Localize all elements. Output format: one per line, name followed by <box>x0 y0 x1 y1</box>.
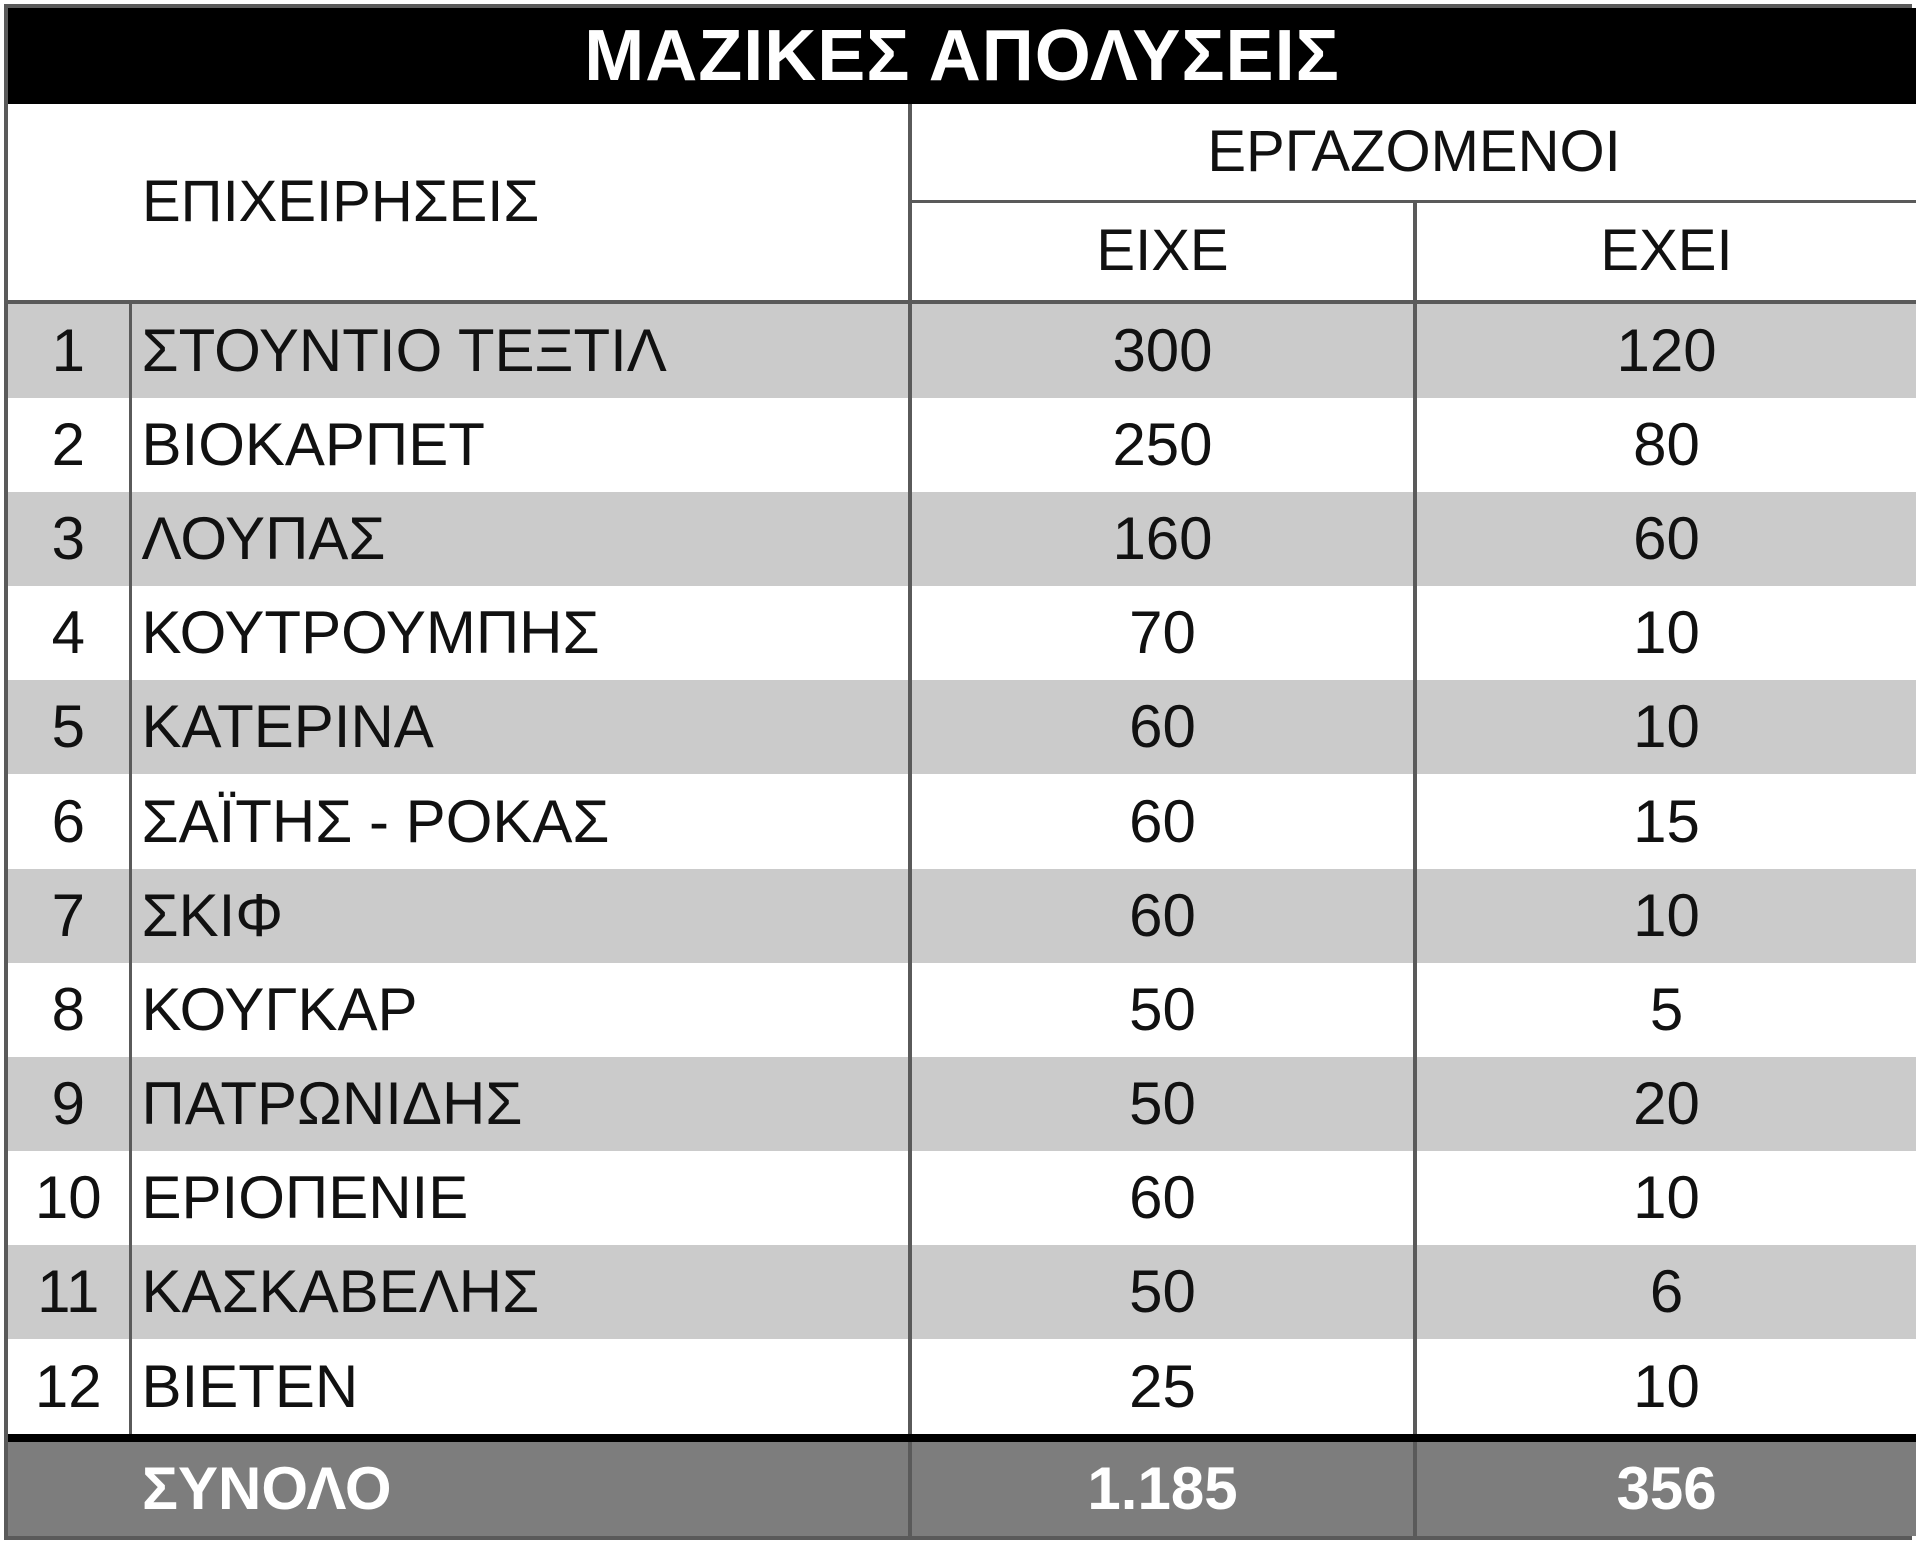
employees-has: 10 <box>1415 680 1916 774</box>
employees-had: 50 <box>910 1245 1415 1339</box>
employees-had: 60 <box>910 774 1415 868</box>
company-name: ΣΑΪΤΗΣ - ΡΟΚΑΣ <box>130 774 910 868</box>
total-has: 356 <box>1415 1438 1916 1536</box>
row-number: 5 <box>8 680 130 774</box>
title-row <box>8 8 1916 104</box>
total-had: 1.185 <box>910 1438 1415 1536</box>
table-row <box>8 1151 1916 1245</box>
table-row <box>8 398 1916 492</box>
row-number: 12 <box>8 1339 130 1437</box>
employees-has: 120 <box>1415 302 1916 398</box>
employees-has: 20 <box>1415 1057 1916 1151</box>
company-name: ΚΟΥΓΚΑΡ <box>130 963 910 1057</box>
table-row <box>8 1057 1916 1151</box>
employees-has: 10 <box>1415 586 1916 680</box>
header-has: ΕΧΕΙ <box>1415 202 1916 302</box>
company-name: ΠΑΤΡΩΝΙΔΗΣ <box>130 1057 910 1151</box>
employees-has: 80 <box>1415 398 1916 492</box>
employees-had: 50 <box>910 1057 1415 1151</box>
employees-had: 70 <box>910 586 1415 680</box>
company-name: ΕΡΙΟΠΕΝΙΕ <box>130 1151 910 1245</box>
header-companies: ΕΠΙΧΕΙΡΗΣΕΙΣ <box>8 104 910 301</box>
row-number: 1 <box>8 302 130 398</box>
employees-had: 60 <box>910 869 1415 963</box>
row-number: 9 <box>8 1057 130 1151</box>
company-name: ΚΑΣΚΑΒΕΛΗΣ <box>130 1245 910 1339</box>
employees-has: 6 <box>1415 1245 1916 1339</box>
company-name: ΣΤΟΥΝΤΙΟ ΤΕΞΤΙΛ <box>130 302 910 398</box>
employees-had: 60 <box>910 680 1415 774</box>
employees-has: 10 <box>1415 1339 1916 1437</box>
header-had: ΕΙΧΕ <box>910 202 1415 302</box>
employees-had: 60 <box>910 1151 1415 1245</box>
employees-has: 5 <box>1415 963 1916 1057</box>
company-name: ΚΟΥΤΡΟΥΜΠΗΣ <box>130 586 910 680</box>
employees-has: 10 <box>1415 869 1916 963</box>
company-name: ΒΙΕΤΕΝ <box>130 1339 910 1437</box>
table-row <box>8 1245 1916 1339</box>
table-row <box>8 963 1916 1057</box>
row-number: 2 <box>8 398 130 492</box>
row-number: 10 <box>8 1151 130 1245</box>
employees-has: 10 <box>1415 1151 1916 1245</box>
layoffs-table-sheet <box>4 4 1912 1540</box>
employees-has: 15 <box>1415 774 1916 868</box>
header-row-top <box>8 104 1916 202</box>
total-label: ΣΥΝΟΛΟ <box>8 1438 910 1536</box>
row-number: 3 <box>8 492 130 586</box>
row-number: 8 <box>8 963 130 1057</box>
table-row <box>8 774 1916 868</box>
header-employees: ΕΡΓΑΖΟΜΕΝΟΙ <box>910 104 1916 202</box>
layoffs-table <box>8 8 1916 1536</box>
row-number: 6 <box>8 774 130 868</box>
company-name: ΣΚΙΦ <box>130 869 910 963</box>
table-row <box>8 869 1916 963</box>
table-row <box>8 492 1916 586</box>
company-name: ΒΙΟΚΑΡΠΕΤ <box>130 398 910 492</box>
employees-has: 60 <box>1415 492 1916 586</box>
table-row <box>8 1339 1916 1437</box>
row-number: 11 <box>8 1245 130 1339</box>
employees-had: 160 <box>910 492 1415 586</box>
company-name: ΛΟΥΠΑΣ <box>130 492 910 586</box>
employees-had: 25 <box>910 1339 1415 1437</box>
employees-had: 250 <box>910 398 1415 492</box>
row-number: 4 <box>8 586 130 680</box>
total-row <box>8 1438 1916 1536</box>
company-name: ΚΑΤΕΡΙΝΑ <box>130 680 910 774</box>
row-number: 7 <box>8 869 130 963</box>
table-row <box>8 586 1916 680</box>
employees-had: 300 <box>910 302 1415 398</box>
employees-had: 50 <box>910 963 1415 1057</box>
table-row <box>8 302 1916 398</box>
table-row <box>8 680 1916 774</box>
table-title: ΜΑΖΙΚΕΣ ΑΠΟΛΥΣΕΙΣ <box>8 8 1916 104</box>
